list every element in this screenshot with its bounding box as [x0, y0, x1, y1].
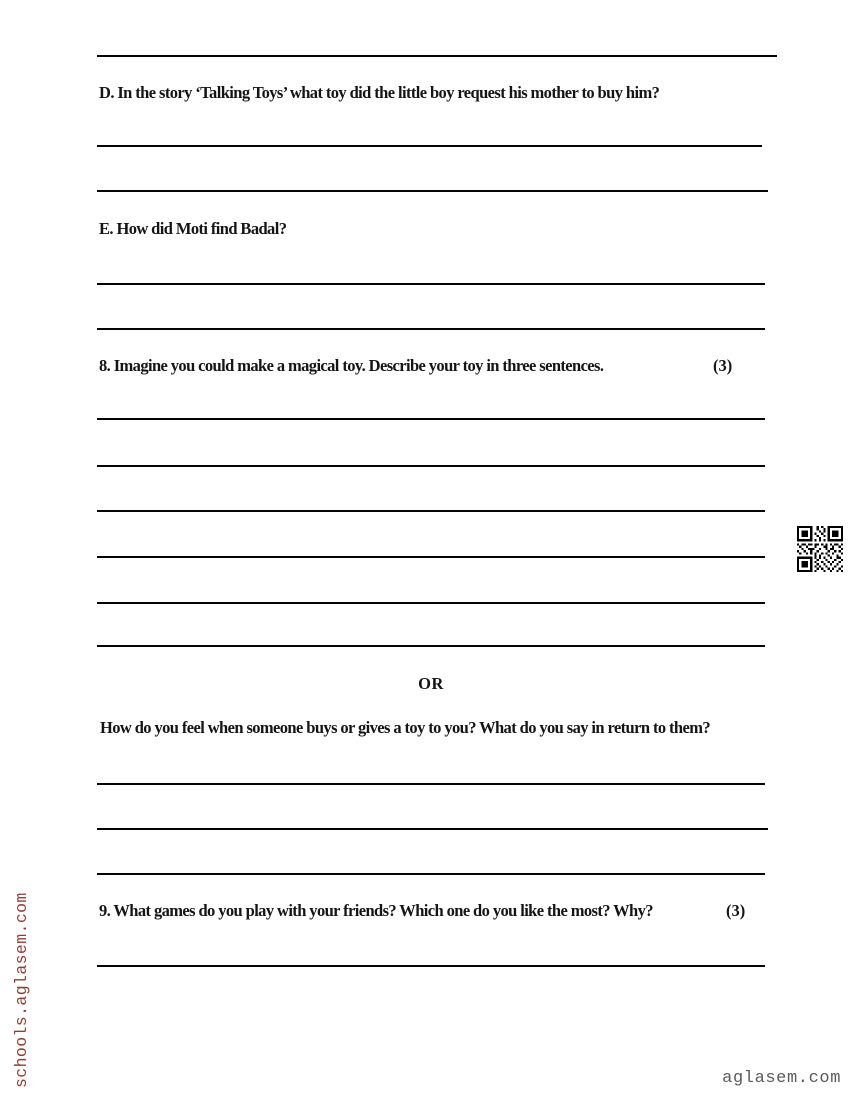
question-e: E. How did Moti find Badal?	[99, 219, 287, 238]
answer-line	[97, 602, 765, 604]
answer-line	[97, 510, 765, 512]
answer-line	[97, 328, 765, 330]
answer-line	[97, 965, 765, 967]
answer-line	[97, 283, 765, 285]
answer-line	[97, 556, 765, 558]
question-9: 9. What games do you play with your friends? Which one do you like the most? Why?	[99, 901, 653, 920]
question-8: 8. Imagine you could make a magical toy. Describe your toy in three sentences.	[99, 356, 604, 375]
answer-line	[97, 190, 768, 192]
question-d: D. In the story ‘Talking Toys’ what toy did the little boy request his mother to buy him?	[99, 83, 660, 102]
answer-line	[97, 873, 765, 875]
question-8-or: How do you feel when someone buys or gives a toy to you? What do you say in return to them?	[100, 718, 711, 737]
side-watermark: schools.aglasem.com	[12, 892, 31, 1088]
question-8-marks: (3)	[713, 356, 733, 375]
or-separator: OR	[418, 674, 444, 693]
answer-line	[97, 828, 768, 830]
answer-line	[97, 145, 762, 147]
question-9-marks: (3)	[726, 901, 746, 920]
answer-line	[97, 465, 765, 467]
answer-line	[97, 418, 765, 420]
answer-line	[97, 55, 777, 57]
answer-line	[97, 645, 765, 647]
footer-watermark: aglasem.com	[722, 1069, 841, 1088]
answer-line	[97, 783, 765, 785]
qr-code-icon	[797, 526, 843, 572]
